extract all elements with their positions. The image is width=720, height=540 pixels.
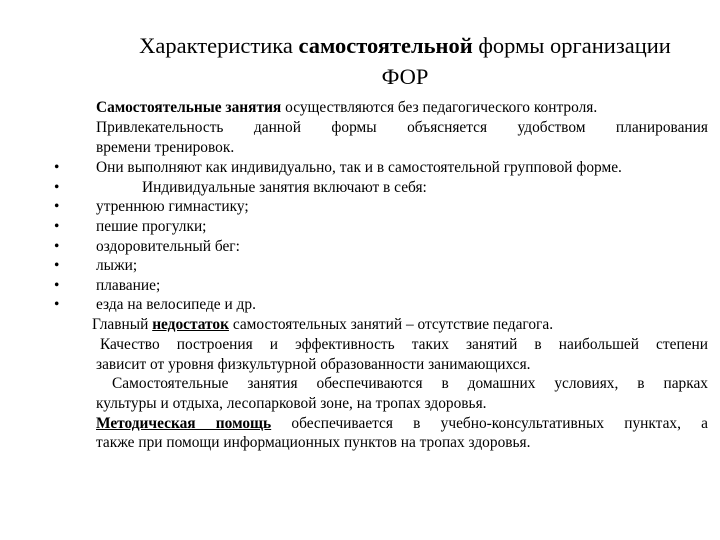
text-line: Привлекательность данной формы объясняется удобством планирования <box>96 119 708 136</box>
bullet-mark: • <box>54 179 60 196</box>
text-line: Главный недостаток самостоятельных занятий – отсутствие педагога. <box>92 316 554 333</box>
title-bold-word: самостоятельной <box>298 33 473 58</box>
title-line-2: ФОР <box>381 64 429 89</box>
bullet-mark: • <box>54 257 60 274</box>
list-item: лыжи; <box>96 257 138 274</box>
list-item: утреннюю гимнастику; <box>96 198 249 215</box>
slide-title <box>110 30 700 92</box>
bullet-mark: • <box>54 198 60 215</box>
bullet-mark: • <box>54 159 60 176</box>
list-item: плавание; <box>96 277 161 294</box>
list-item: езда на велосипеде и др. <box>96 296 256 313</box>
text-line: Качество построения и эффективность таких занятий в наибольшей степени <box>100 336 708 353</box>
bold-term: недостаток <box>152 316 229 333</box>
title-line-1: Характеристика самостоятельной формы организации <box>139 33 671 58</box>
text-line: также при помощи информационных пунктов на тропах здоровья. <box>96 434 531 451</box>
bullet-mark: • <box>54 238 60 255</box>
text-line: времени тренировок. <box>96 139 235 156</box>
bold-term: Методическая помощь <box>96 415 272 432</box>
text-line: зависит от уровня физкультурной образованности занимающихся. <box>96 356 531 373</box>
bullet-mark: • <box>54 296 60 313</box>
list-item: Индивидуальные занятия включают в себя: <box>142 179 427 196</box>
bullet-mark: • <box>54 277 60 294</box>
list-item: оздоровительный бег: <box>96 238 240 255</box>
bold-term: Самостоятельные занятия <box>96 99 282 116</box>
list-item: пешие прогулки; <box>96 218 207 235</box>
text-line: Самостоятельные занятия обеспечиваются в домашних условиях, в парках <box>112 375 708 392</box>
text-line: культуры и отдыха, лесопарковой зоне, на тропах здоровья. <box>96 395 487 412</box>
bullet-mark: • <box>54 218 60 235</box>
text-line: Самостоятельные занятия осуществляются без педагогического контроля. <box>96 99 598 116</box>
text-line: Методическая помощь обеспечивается в учебно-консультативных пунктах, а <box>96 415 708 432</box>
list-item: Они выполняют как индивидуально, так и в самостоятельной групповой форме. <box>96 159 622 176</box>
